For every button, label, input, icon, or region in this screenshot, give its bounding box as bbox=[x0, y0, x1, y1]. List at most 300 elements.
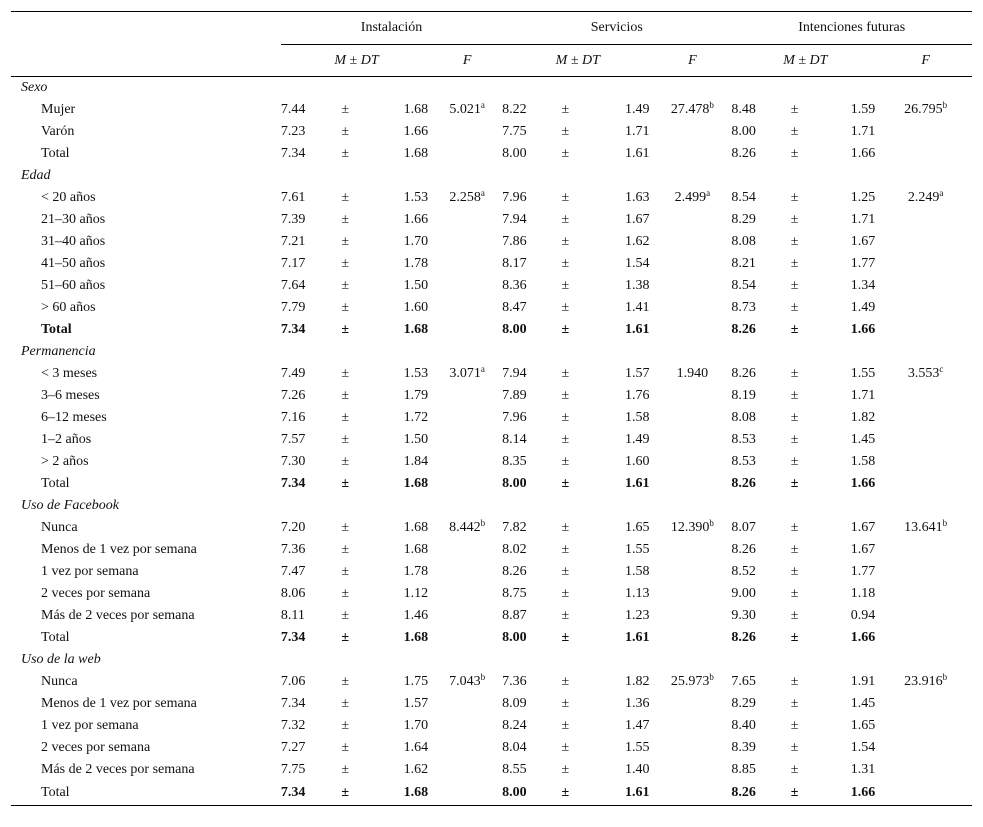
inst-f-value bbox=[432, 759, 502, 781]
inst-f-value bbox=[432, 429, 502, 451]
plus-minus: ± bbox=[341, 564, 350, 579]
serv-f-value bbox=[653, 451, 731, 473]
serv-f-value bbox=[653, 429, 731, 451]
int-mean: 8.08 bbox=[731, 234, 756, 249]
inst-f-value bbox=[432, 671, 502, 693]
table-row bbox=[11, 297, 972, 319]
plus-minus: ± bbox=[561, 476, 570, 491]
int-mean: 8.85 bbox=[731, 762, 756, 777]
row-label: Total bbox=[11, 781, 281, 806]
int-f-value bbox=[879, 693, 972, 715]
inst-f-value bbox=[432, 451, 502, 473]
significance-superscript: a bbox=[480, 100, 485, 110]
int-sd: 1.31 bbox=[850, 762, 876, 777]
serv-sd: 1.54 bbox=[624, 256, 650, 271]
plus-minus: ± bbox=[790, 190, 799, 205]
table-row bbox=[11, 429, 972, 451]
serv-sd: 1.61 bbox=[577, 781, 654, 806]
row-label: 51–60 años bbox=[41, 278, 106, 293]
inst-mean: 7.75 bbox=[280, 762, 306, 777]
f-statistic: 7.043 bbox=[449, 674, 481, 689]
plus-minus: ± bbox=[341, 410, 350, 425]
significance-superscript: b bbox=[709, 518, 714, 528]
serv-f-value bbox=[653, 627, 731, 649]
serv-f-value bbox=[653, 319, 731, 341]
plus-minus: ± bbox=[341, 476, 350, 491]
plus-minus: ± bbox=[341, 542, 350, 557]
table-row bbox=[11, 561, 972, 583]
table-row bbox=[11, 121, 972, 143]
category-label: Uso de la web bbox=[21, 652, 101, 667]
serv-sd: 1.40 bbox=[624, 762, 650, 777]
row-label: 21–30 años bbox=[41, 212, 106, 227]
row-label: Varón bbox=[41, 124, 75, 139]
serv-f-value bbox=[653, 253, 731, 275]
f-statistic: 2.258 bbox=[449, 190, 481, 205]
inst-sd: 1.50 bbox=[403, 278, 429, 293]
f-statistic: 3.071 bbox=[449, 366, 481, 381]
int-f-value bbox=[879, 253, 972, 275]
int-sd: 1.82 bbox=[850, 410, 876, 425]
plus-minus: ± bbox=[790, 586, 799, 601]
int-f-value bbox=[879, 121, 972, 143]
inst-f-value bbox=[432, 385, 502, 407]
table-row bbox=[11, 473, 972, 495]
serv-f-value bbox=[653, 407, 731, 429]
inst-mean: 7.06 bbox=[280, 674, 306, 689]
inst-sd: 1.46 bbox=[403, 608, 429, 623]
plus-minus: ± bbox=[561, 674, 570, 689]
plus-minus: ± bbox=[790, 696, 799, 711]
int-f-value bbox=[879, 297, 972, 319]
plus-minus: ± bbox=[790, 608, 799, 623]
row-label: 31–40 años bbox=[41, 234, 106, 249]
category-label: Edad bbox=[21, 168, 51, 183]
plus-minus: ± bbox=[341, 256, 350, 271]
int-sd: 1.77 bbox=[850, 564, 876, 579]
plus-minus: ± bbox=[561, 278, 570, 293]
plus-minus: ± bbox=[790, 718, 799, 733]
int-f-value bbox=[879, 385, 972, 407]
int-f-value bbox=[879, 517, 972, 539]
serv-f-value bbox=[653, 737, 731, 759]
plus-minus: ± bbox=[790, 630, 799, 645]
int-sd: 1.45 bbox=[850, 432, 876, 447]
header-groups-row bbox=[11, 12, 972, 45]
inst-sd: 1.53 bbox=[403, 190, 429, 205]
serv-sd: 1.76 bbox=[624, 388, 650, 403]
inst-sd: 1.12 bbox=[403, 586, 429, 601]
inst-mean: 8.06 bbox=[280, 586, 306, 601]
inst-f-value bbox=[432, 473, 502, 495]
row-label: 2 veces por semana bbox=[41, 740, 151, 755]
int-mean: 8.73 bbox=[731, 300, 756, 315]
serv-f-value bbox=[653, 143, 731, 165]
int-mean: 8.21 bbox=[731, 256, 756, 271]
inst-mean: 7.79 bbox=[280, 300, 306, 315]
int-f-value bbox=[879, 319, 972, 341]
plus-minus: ± bbox=[790, 520, 799, 535]
int-sd: 1.67 bbox=[850, 542, 876, 557]
serv-mean: 8.09 bbox=[502, 696, 527, 711]
int-f-value bbox=[879, 143, 972, 165]
plus-minus: ± bbox=[341, 278, 350, 293]
significance-superscript: a bbox=[706, 188, 711, 198]
int-mean: 8.53 bbox=[731, 454, 756, 469]
plus-minus: ± bbox=[561, 124, 570, 139]
int-mean: 8.26 bbox=[731, 476, 756, 491]
serv-mean: 8.26 bbox=[502, 564, 527, 579]
group-header-servicios: Servicios bbox=[502, 12, 731, 45]
inst-f-value bbox=[432, 715, 502, 737]
serv-mean: 8.02 bbox=[502, 542, 527, 557]
int-f-value bbox=[879, 627, 972, 649]
inst-sd: 1.70 bbox=[403, 234, 429, 249]
f-statistic: 3.553 bbox=[907, 366, 940, 381]
plus-minus: ± bbox=[561, 102, 570, 117]
f-header: F bbox=[879, 45, 972, 77]
plus-minus: ± bbox=[790, 476, 799, 491]
inst-mean: 7.32 bbox=[280, 718, 306, 733]
f-statistic: 27.478 bbox=[670, 102, 710, 117]
serv-sd: 1.60 bbox=[624, 454, 650, 469]
plus-minus: ± bbox=[341, 696, 350, 711]
serv-sd: 1.38 bbox=[624, 278, 650, 293]
serv-sd: 1.65 bbox=[624, 520, 650, 535]
serv-f-value bbox=[653, 187, 731, 209]
row-label: Total bbox=[41, 476, 70, 491]
significance-superscript: b bbox=[709, 100, 714, 110]
plus-minus: ± bbox=[561, 542, 570, 557]
serv-f-value bbox=[653, 715, 731, 737]
inst-mean: 7.36 bbox=[280, 542, 306, 557]
plus-minus: ± bbox=[341, 740, 350, 755]
serv-sd: 1.58 bbox=[624, 410, 650, 425]
int-mean: 8.26 bbox=[731, 542, 756, 557]
plus-minus: ± bbox=[790, 432, 799, 447]
plus-minus: ± bbox=[334, 781, 357, 806]
row-label: > 2 años bbox=[41, 454, 89, 469]
row-label: 1 vez por semana bbox=[41, 564, 139, 579]
serv-f-value bbox=[653, 209, 731, 231]
plus-minus: ± bbox=[790, 740, 799, 755]
serv-f-value bbox=[653, 671, 731, 693]
row-label: Nunca bbox=[41, 674, 78, 689]
serv-mean: 8.04 bbox=[502, 740, 527, 755]
int-sd: 1.34 bbox=[850, 278, 876, 293]
row-label: Total bbox=[41, 146, 70, 161]
plus-minus: ± bbox=[790, 410, 799, 425]
f-statistic: 2.249 bbox=[907, 190, 940, 205]
plus-minus: ± bbox=[790, 256, 799, 271]
row-label: 41–50 años bbox=[41, 256, 106, 271]
int-mean: 8.29 bbox=[731, 212, 756, 227]
inst-sd: 1.66 bbox=[403, 212, 429, 227]
serv-mean: 8.22 bbox=[502, 102, 527, 117]
plus-minus: ± bbox=[341, 212, 350, 227]
serv-sd: 1.47 bbox=[624, 718, 650, 733]
inst-f-value bbox=[432, 627, 502, 649]
plus-minus: ± bbox=[790, 762, 799, 777]
f-statistic: 8.442 bbox=[449, 520, 481, 535]
serv-sd: 1.49 bbox=[624, 432, 650, 447]
int-f-value bbox=[879, 737, 972, 759]
table-row bbox=[11, 759, 972, 781]
int-sd: 1.65 bbox=[850, 718, 876, 733]
significance-superscript: c bbox=[939, 364, 944, 374]
table-row bbox=[11, 605, 972, 627]
row-label: 1 vez por semana bbox=[41, 718, 139, 733]
serv-f-value bbox=[653, 121, 731, 143]
plus-minus: ± bbox=[561, 586, 570, 601]
inst-sd: 1.68 bbox=[403, 476, 429, 491]
int-mean: 8.26 bbox=[731, 146, 756, 161]
plus-minus: ± bbox=[341, 234, 350, 249]
significance-superscript: a bbox=[939, 188, 944, 198]
plus-minus: ± bbox=[561, 212, 570, 227]
int-sd: 1.91 bbox=[850, 674, 876, 689]
plus-minus: ± bbox=[561, 740, 570, 755]
plus-minus: ± bbox=[561, 432, 570, 447]
int-mean: 8.26 bbox=[731, 322, 756, 337]
table-body bbox=[11, 77, 972, 806]
inst-f-value bbox=[432, 187, 502, 209]
f-statistic: 12.390 bbox=[670, 520, 710, 535]
plus-minus: ± bbox=[341, 718, 350, 733]
serv-mean: 8.35 bbox=[502, 454, 527, 469]
int-sd: 1.58 bbox=[850, 454, 876, 469]
serv-mean: 7.75 bbox=[502, 124, 527, 139]
f-statistic: 13.641 bbox=[904, 520, 943, 535]
inst-sd: 1.66 bbox=[403, 124, 429, 139]
plus-minus: ± bbox=[341, 432, 350, 447]
plus-minus: ± bbox=[790, 300, 799, 315]
msd-header: M ± DT bbox=[502, 45, 653, 77]
f-statistic: 5.021 bbox=[449, 102, 481, 117]
inst-sd: 1.70 bbox=[403, 718, 429, 733]
int-sd: 1.45 bbox=[850, 696, 876, 711]
row-label: < 3 meses bbox=[41, 366, 98, 381]
serv-sd: 1.61 bbox=[624, 322, 650, 337]
serv-sd: 1.71 bbox=[624, 124, 650, 139]
inst-f-value bbox=[432, 319, 502, 341]
int-f-value bbox=[879, 99, 972, 121]
inst-mean: 7.26 bbox=[280, 388, 306, 403]
inst-f-value bbox=[432, 539, 502, 561]
inst-mean: 7.34 bbox=[280, 696, 306, 711]
plus-minus: ± bbox=[790, 102, 799, 117]
plus-minus: ± bbox=[341, 124, 350, 139]
plus-minus: ± bbox=[341, 322, 350, 337]
serv-mean: 8.00 bbox=[502, 781, 554, 806]
inst-f-value bbox=[432, 231, 502, 253]
serv-mean: 8.00 bbox=[502, 476, 527, 491]
int-sd: 1.67 bbox=[850, 520, 876, 535]
inst-sd: 1.79 bbox=[403, 388, 429, 403]
msd-header: M ± DT bbox=[731, 45, 879, 77]
inst-f-value bbox=[432, 209, 502, 231]
plus-minus: ± bbox=[790, 388, 799, 403]
inst-mean: 7.57 bbox=[280, 432, 306, 447]
int-f-value bbox=[879, 231, 972, 253]
int-sd: 1.66 bbox=[850, 476, 876, 491]
plus-minus: ± bbox=[790, 454, 799, 469]
int-mean: 8.00 bbox=[731, 124, 756, 139]
plus-minus: ± bbox=[790, 542, 799, 557]
row-label: Nunca bbox=[41, 520, 78, 535]
int-mean: 8.54 bbox=[731, 278, 756, 293]
int-sd: 1.49 bbox=[850, 300, 876, 315]
row-label: Más de 2 veces por semana bbox=[41, 762, 195, 777]
plus-minus: ± bbox=[341, 674, 350, 689]
inst-mean: 7.44 bbox=[280, 102, 306, 117]
serv-f-value bbox=[653, 781, 731, 806]
int-mean: 8.26 bbox=[731, 781, 783, 806]
table-row bbox=[11, 99, 972, 121]
table-row bbox=[11, 253, 972, 275]
int-mean: 9.30 bbox=[731, 608, 756, 623]
serv-mean: 7.96 bbox=[502, 190, 527, 205]
int-sd: 1.71 bbox=[850, 212, 876, 227]
serv-f-value bbox=[653, 473, 731, 495]
inst-sd: 1.68 bbox=[403, 520, 429, 535]
row-label: 3–6 meses bbox=[41, 388, 100, 403]
serv-f-value bbox=[653, 693, 731, 715]
int-f-value bbox=[879, 605, 972, 627]
int-sd: 1.66 bbox=[850, 322, 876, 337]
table-row bbox=[11, 363, 972, 385]
row-label: Total bbox=[41, 630, 70, 645]
plus-minus: ± bbox=[790, 234, 799, 249]
table-row bbox=[11, 781, 972, 806]
plus-minus: ± bbox=[790, 146, 799, 161]
serv-f-value bbox=[653, 385, 731, 407]
table-row bbox=[11, 275, 972, 297]
int-sd: 1.18 bbox=[850, 586, 876, 601]
serv-mean: 8.55 bbox=[502, 762, 527, 777]
inst-f-value bbox=[432, 121, 502, 143]
row-label: Menos de 1 vez por semana bbox=[41, 696, 197, 711]
table-row bbox=[11, 539, 972, 561]
plus-minus: ± bbox=[341, 190, 350, 205]
int-mean: 8.08 bbox=[731, 410, 756, 425]
inst-mean: 7.39 bbox=[280, 212, 306, 227]
significance-superscript: b bbox=[480, 672, 486, 682]
serv-f-value bbox=[653, 561, 731, 583]
plus-minus: ± bbox=[341, 388, 350, 403]
int-f-value bbox=[879, 363, 972, 385]
plus-minus: ± bbox=[561, 520, 570, 535]
table-row bbox=[11, 385, 972, 407]
category-row bbox=[11, 77, 972, 100]
row-label: > 60 años bbox=[41, 300, 96, 315]
serv-f-value bbox=[653, 605, 731, 627]
inst-mean: 7.20 bbox=[280, 520, 306, 535]
int-sd: 1.25 bbox=[850, 190, 876, 205]
table-row bbox=[11, 671, 972, 693]
table-row bbox=[11, 517, 972, 539]
table-row bbox=[11, 583, 972, 605]
int-f-value bbox=[879, 781, 972, 806]
plus-minus: ± bbox=[790, 674, 799, 689]
serv-sd: 1.57 bbox=[624, 366, 650, 381]
inst-f-value bbox=[432, 737, 502, 759]
serv-f-value bbox=[653, 231, 731, 253]
plus-minus: ± bbox=[341, 630, 350, 645]
plus-minus: ± bbox=[561, 234, 570, 249]
header-empty-cell bbox=[11, 45, 281, 77]
serv-sd: 1.67 bbox=[624, 212, 650, 227]
inst-mean: 7.23 bbox=[280, 124, 306, 139]
table-row bbox=[11, 737, 972, 759]
serv-sd: 1.36 bbox=[624, 696, 650, 711]
serv-mean: 7.94 bbox=[502, 212, 527, 227]
serv-mean: 7.86 bbox=[502, 234, 527, 249]
serv-mean: 8.00 bbox=[502, 146, 527, 161]
serv-f-value bbox=[653, 759, 731, 781]
plus-minus: ± bbox=[561, 454, 570, 469]
row-label: Menos de 1 vez por semana bbox=[41, 542, 197, 557]
int-mean: 8.39 bbox=[731, 740, 756, 755]
msd-header: M ± DT bbox=[281, 45, 432, 77]
inst-f-value bbox=[432, 561, 502, 583]
row-label: Mujer bbox=[41, 102, 76, 117]
group-header-intenciones: Intenciones futuras bbox=[731, 12, 972, 45]
int-f-value bbox=[879, 407, 972, 429]
plus-minus: ± bbox=[561, 256, 570, 271]
inst-f-value bbox=[432, 275, 502, 297]
int-sd: 0.94 bbox=[850, 608, 876, 623]
int-mean: 8.19 bbox=[731, 388, 756, 403]
inst-mean: 7.47 bbox=[280, 564, 306, 579]
serv-f-value bbox=[653, 517, 731, 539]
category-row bbox=[11, 649, 972, 671]
serv-mean: 8.87 bbox=[502, 608, 527, 623]
inst-mean: 7.27 bbox=[280, 740, 306, 755]
table-row bbox=[11, 715, 972, 737]
inst-f-value bbox=[432, 583, 502, 605]
inst-mean: 7.64 bbox=[280, 278, 306, 293]
int-mean: 9.00 bbox=[731, 586, 756, 601]
serv-mean: 8.17 bbox=[502, 256, 527, 271]
int-mean: 8.07 bbox=[731, 520, 756, 535]
int-f-value bbox=[879, 187, 972, 209]
serv-f-value bbox=[653, 583, 731, 605]
inst-sd: 1.62 bbox=[403, 762, 429, 777]
plus-minus: ± bbox=[561, 696, 570, 711]
inst-sd: 1.72 bbox=[403, 410, 429, 425]
int-sd: 1.77 bbox=[850, 256, 876, 271]
inst-f-value bbox=[432, 517, 502, 539]
inst-sd: 1.68 bbox=[403, 146, 429, 161]
table-row bbox=[11, 407, 972, 429]
int-f-value bbox=[879, 759, 972, 781]
plus-minus: ± bbox=[341, 762, 350, 777]
int-mean: 7.65 bbox=[731, 674, 756, 689]
int-mean: 8.26 bbox=[731, 630, 756, 645]
category-label: Uso de Facebook bbox=[21, 498, 119, 513]
inst-sd: 1.68 bbox=[356, 781, 432, 806]
inst-mean: 8.11 bbox=[280, 608, 305, 623]
plus-minus: ± bbox=[561, 146, 570, 161]
plus-minus: ± bbox=[561, 718, 570, 733]
table-row bbox=[11, 451, 972, 473]
plus-minus: ± bbox=[341, 102, 350, 117]
int-sd: 1.67 bbox=[850, 234, 876, 249]
plus-minus: ± bbox=[790, 212, 799, 227]
inst-f-value bbox=[432, 363, 502, 385]
f-statistic: 23.916 bbox=[904, 674, 943, 689]
